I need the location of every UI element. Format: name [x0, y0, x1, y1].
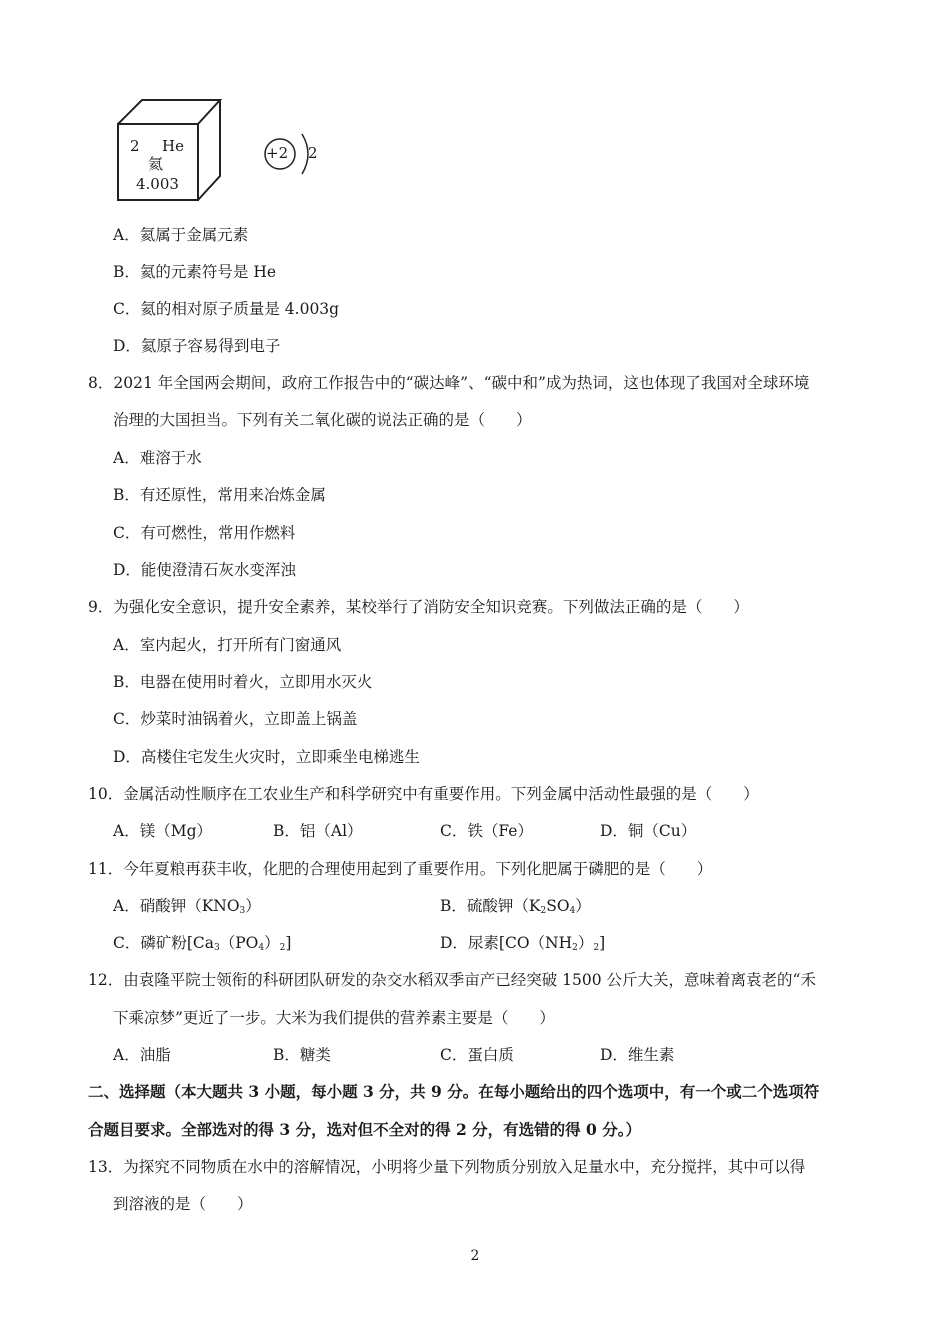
q11-option-c: C．磷矿粉$[Ca_3(PO_4)_2]$ — [113, 934, 292, 953]
electron-shell-count: 2 — [308, 144, 318, 162]
element-symbol: He — [162, 137, 184, 155]
q8-stem-line2: 治理的大国担当。下列有关二氧化碳的说法正确的是（ ） — [113, 411, 532, 429]
q10-option-c: C．铁（Fe） — [440, 822, 533, 840]
element-name: 氦 — [148, 155, 164, 173]
q12-option-d: D．维生素 — [600, 1046, 675, 1064]
element-card-figure — [112, 98, 224, 206]
q9-stem: 9．为强化安全意识，提升安全素养，某校举行了消防安全知识竞赛。下列做法正确的是（ ） — [88, 598, 749, 616]
q7-option-d: D．氦原子容易得到电子 — [113, 337, 281, 355]
q10-stem: 10．金属活动性顺序在工农业生产和科学研究中有重要作用。下列金属中活动性最强的是（ ） — [88, 785, 759, 803]
q8-stem-line1: 8．2021 年全国两会期间，政府工作报告中的“碳达峰”、“碳中和”成为热词，这也体现了我国对全球环境 — [88, 374, 810, 392]
q12-option-b: B．糖类 — [273, 1046, 331, 1064]
q13-stem-line2: 到溶液的是（ ） — [113, 1195, 253, 1213]
q10-option-a: A．镁（Mg） — [113, 822, 212, 840]
q11-option-d: D．尿素$[CO(NH_2)_2]$ — [440, 934, 606, 953]
q11-option-b: B．硫酸钾$(K_2SO_4)$ — [440, 897, 591, 916]
q8-option-a: A．难溶于水 — [113, 449, 202, 467]
section-2-heading-line2: 合题目要求。全部选对的得 3 分，选对但不全对的得 2 分，有选错的得 0 分。） — [88, 1120, 641, 1139]
q12-option-c: C．蛋白质 — [440, 1046, 514, 1064]
q7-option-c: C．氦的相对原子质量是 4.003g — [113, 300, 340, 318]
page-number: 2 — [470, 1248, 480, 1264]
q7-option-a: A．氦属于金属元素 — [113, 226, 249, 244]
q7-option-b: B．氦的元素符号是 He — [113, 263, 277, 281]
section-2-heading-line1: 二、选择题（本大题共 3 小题，每小题 3 分，共 9 分。在每小题给出的四个选项中，有一个或二个选项符 — [88, 1082, 820, 1101]
q12-stem-line2: 下乘凉梦”更近了一步。大米为我们提供的营养素主要是（ ） — [113, 1009, 555, 1027]
q11-option-a: A．硝酸钾$(KNO_3)$ — [113, 897, 261, 916]
q13-stem-line1: 13．为探究不同物质在水中的溶解情况，小明将少量下列物质分别放入足量水中，充分搅拌，其中可以得 — [88, 1158, 806, 1176]
q10-option-b: B．铝（Al） — [273, 822, 363, 840]
q8-option-c: C．有可燃性，常用作燃料 — [113, 524, 296, 542]
q9-option-c: C．炒菜时油锅着火，立即盖上锅盖 — [113, 710, 358, 728]
q8-option-d: D．能使澄清石灰水变浑浊 — [113, 561, 296, 579]
nucleus-charge: +2 — [266, 144, 289, 162]
element-number: 2 — [130, 137, 140, 155]
q10-option-d: D．铜（Cu） — [600, 822, 697, 840]
element-mass: 4.003 — [136, 175, 179, 193]
atom-structure-figure — [258, 128, 328, 192]
q8-option-b: B．有还原性，常用来冶炼金属 — [113, 486, 326, 504]
q12-option-a: A．油脂 — [113, 1046, 171, 1064]
q9-option-b: B．电器在使用时着火，立即用水灭火 — [113, 673, 373, 691]
q9-option-d: D．高楼住宅发生火灾时，立即乘坐电梯逃生 — [113, 748, 420, 766]
q9-option-a: A．室内起火，打开所有门窗通风 — [113, 636, 342, 654]
q12-stem-line1: 12．由袁隆平院士领衔的科研团队研发的杂交水稻双季亩产已经突破 1500 公斤大关，意味着离袁老的“禾 — [88, 971, 816, 989]
q11-stem: 11．今年夏粮再获丰收，化肥的合理使用起到了重要作用。下列化肥属于磷肥的是（ ） — [88, 860, 713, 878]
